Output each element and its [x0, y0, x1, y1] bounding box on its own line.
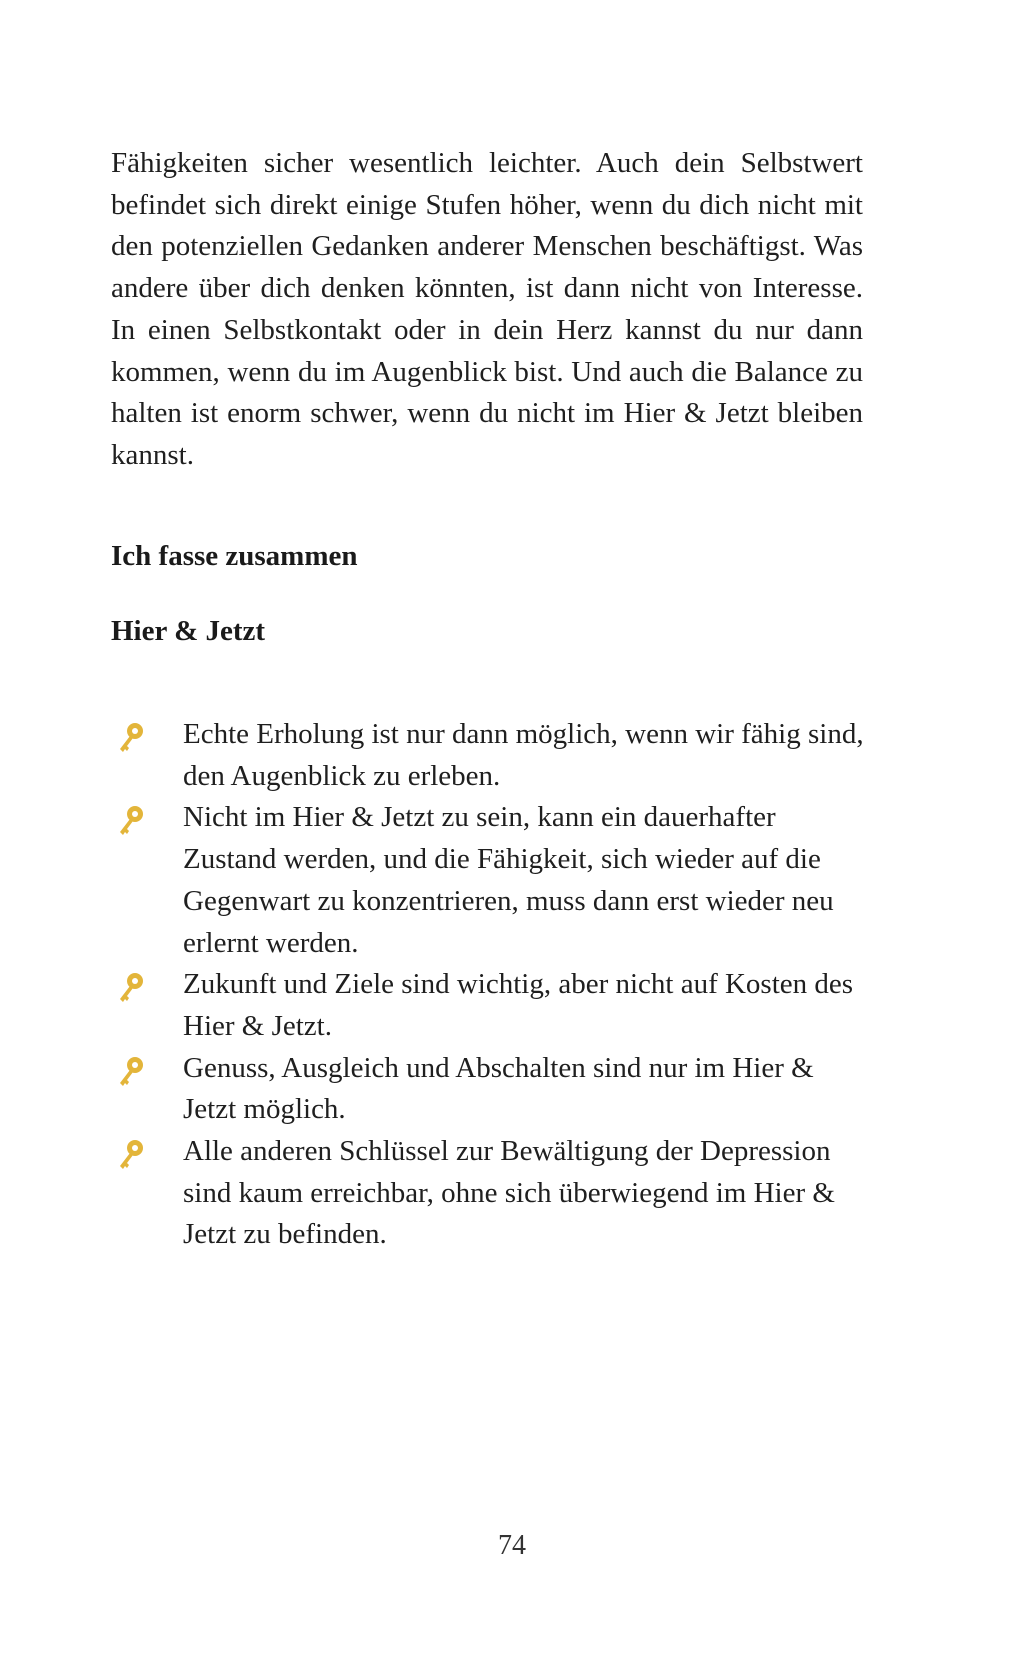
list-item-text: Zukunft und Ziele sind wichtig, aber nicht auf Kosten des Hier & Jetzt. [183, 968, 854, 1042]
list-item [111, 964, 871, 1047]
key-icon [115, 971, 145, 1005]
section-heading: Ich fasse zusammen [111, 540, 358, 572]
key-icon [115, 1055, 145, 1089]
list-item-text: Alle anderen Schlüssel zur Bewältigung der Depression sind kaum erreichbar, ohne sich überwiegend im Hier & Jetzt zu befinden. [183, 1135, 835, 1251]
list-item-text: Genuss, Ausgleich und Abschalten sind nur im Hier & Jetzt möglich. [183, 1051, 814, 1126]
list-item-text: Nicht im Hier & Jetzt zu sein, kann ein dauerhafter Zustand werden, und die Fähigkeit, sich wieder auf die Gegenwart zu konzentrieren, muss dann erst wieder neu erlernt werden. [183, 801, 834, 959]
list-item [111, 1048, 871, 1131]
subheading: Hier & Jetzt [111, 615, 266, 647]
list-item [111, 797, 871, 964]
list-item [111, 714, 871, 797]
list-item [111, 1131, 871, 1256]
key-icon [115, 721, 145, 755]
body-paragraph: Fähigkeiten sicher wesentlich leichter. Auch dein Selbstwert befindet sich direkt einige Stufen höher, wenn du dich nicht mit den potenziellen Gedanken anderer Menschen beschäftigst. Was andere über dich denken könnten, ist dann nicht von Interesse. In einen Selbstkontakt oder in dein Herz kannst du nur dann kommen, wenn du im Augenblick bist. Und auch die Balance zu halten ist enorm schwer, wenn du nicht im Hier & Jetzt bleiben kannst. [111, 147, 863, 471]
page-number: 74 [498, 1530, 526, 1561]
summary-list [111, 714, 871, 1256]
list-item-text: Echte Erholung ist nur dann möglich, wenn wir fähig sind, den Augenblick zu erleben. [183, 718, 864, 792]
key-icon [115, 804, 145, 838]
key-icon [115, 1138, 145, 1172]
